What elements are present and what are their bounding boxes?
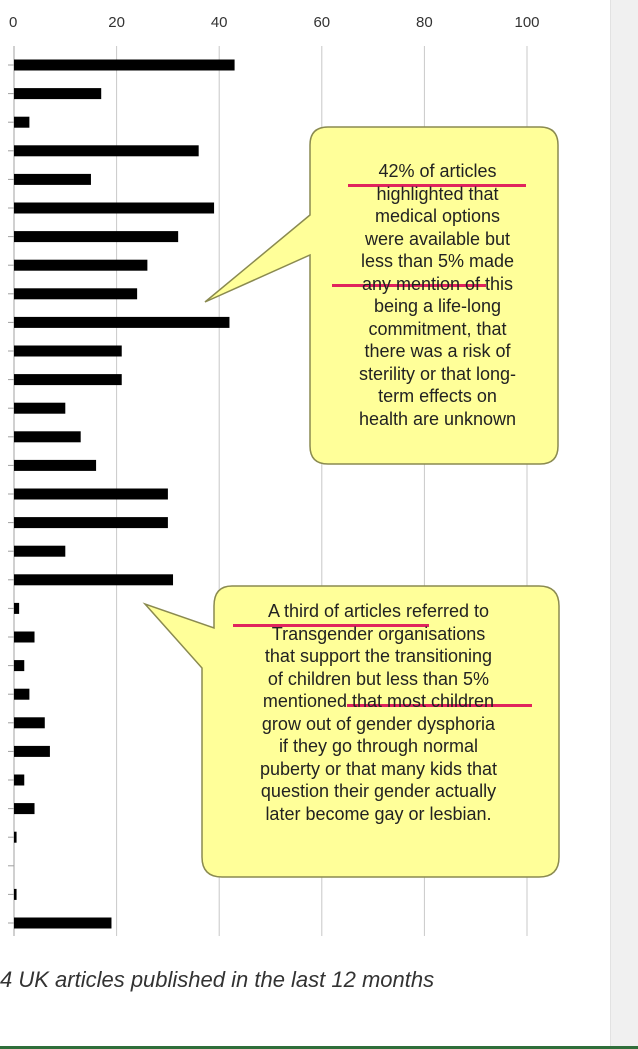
bar-7: [14, 231, 178, 242]
bar-30: [14, 889, 17, 900]
bar-2: [14, 88, 101, 99]
bar-27: [14, 803, 35, 814]
x-tick-label-40: 40: [210, 14, 228, 31]
x-tick-label-20: 20: [108, 14, 125, 31]
bar-3: [14, 117, 29, 128]
bar-8: [14, 260, 147, 271]
bar-21: [14, 632, 35, 643]
x-tick-labels: [9, 14, 540, 31]
bar-4: [14, 145, 199, 156]
bar-31: [14, 918, 111, 929]
bar-22: [14, 660, 24, 671]
bar-15: [14, 460, 96, 471]
bar-26: [14, 775, 24, 786]
sidebar-panel: [610, 0, 638, 1049]
bar-1: [14, 60, 235, 71]
bar-17: [14, 517, 168, 528]
bar-12: [14, 374, 122, 385]
callout-text-2: A third of articles referred to Transgender organisations that support the transitioning of children but less than 5% mentioned that most children grow out of gender dysphoria if they go through normal puberty or that many kids that question their gender actually later become gay or lesbian.: [259, 601, 498, 824]
bar-16: [14, 489, 168, 500]
bar-6: [14, 203, 214, 214]
bar-18: [14, 546, 65, 557]
chart-caption: 4 UK articles published in the last 12 months: [0, 967, 435, 992]
x-tick-label-100: 100: [514, 14, 540, 31]
x-tick-label-60: 60: [313, 14, 331, 31]
bar-10: [14, 317, 229, 328]
bar-25: [14, 746, 50, 757]
bars: [8, 60, 235, 929]
bar-13: [14, 403, 65, 414]
bar-14: [14, 431, 81, 442]
bar-28: [14, 832, 17, 843]
bar-24: [14, 717, 45, 728]
bar-20: [14, 603, 19, 614]
callout-text-1: 42% of articles highlighted that medical options were available but less than 5% made any mention of this being a life-long commitment, that there was a risk of sterility or that long- term effects on health are unknown: [358, 161, 517, 429]
x-tick-label-0: 0: [9, 14, 18, 31]
x-tick-label-80: 80: [416, 14, 433, 31]
bar-9: [14, 288, 137, 299]
bar-19: [14, 574, 173, 585]
bar-23: [14, 689, 29, 700]
bar-5: [14, 174, 91, 185]
bar-11: [14, 346, 122, 357]
